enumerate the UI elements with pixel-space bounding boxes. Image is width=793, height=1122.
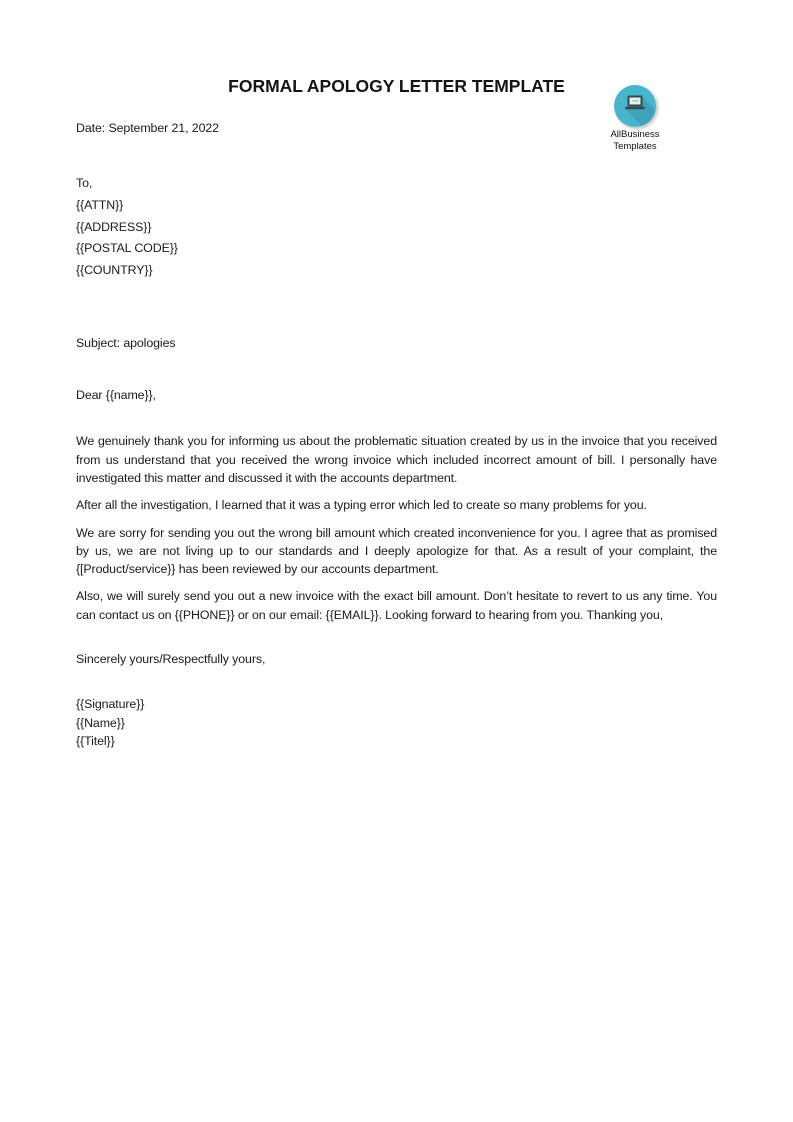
recipient-country-placeholder: {{COUNTRY}} [76, 263, 153, 278]
recipient-to-line: To, [76, 176, 93, 191]
letter-content [0, 76, 793, 750]
letter-title: FORMAL APOLOGY LETTER TEMPLATE [228, 76, 565, 96]
recipient-attn-placeholder: {{ATTN}} [76, 198, 124, 212]
brand-logo [595, 85, 675, 152]
recipient-address-placeholder: {{ADDRESS}} [76, 219, 152, 234]
signature-placeholder: {{Signature}} [76, 697, 145, 712]
letter-body [76, 432, 717, 624]
body-paragraph-1: We genuinely thank you for informing us about the problematic situation created by us in the invoice that you received from us understand that you received the wrong invoice which included incorrect amount of bill. I personally have investigated this matter and discussed it with the accounts department. [76, 434, 717, 485]
recipient-block [76, 173, 717, 282]
subject-line: Subject: apologies [76, 335, 176, 350]
date-line: Date: September 21, 2022 [76, 121, 219, 135]
recipient-postal-code-placeholder: {{POSTAL CODE}} [76, 241, 178, 256]
body-paragraph-3: We are sorry for sending you out the wrong bill amount which created inconvenience for you. I agree that as promised by us, we are not living up to our standards and I deeply apologize for that. As a result of your complaint, the {[Product/service}} has been reviewed by our accounts department. [76, 525, 717, 577]
brand-name-line1: AllBusiness [610, 129, 660, 140]
brand-name-line2: Templates [613, 140, 657, 152]
name-placeholder: {{Name}} [76, 715, 125, 730]
greeting: Dear {{name}}, [76, 388, 156, 403]
title-placeholder: {{Titel}} [76, 733, 115, 748]
body-paragraph-4: Also, we will surely send you out a new invoice with the exact bill amount. Don’t hesitate to revert to us any time. You can contact us on {{PHONE}} or on our email: {{EMAIL}}. Looking forward to hearing from you. Thanking you, [76, 589, 717, 622]
valediction: Sincerely yours/Respectfully yours, [76, 652, 266, 667]
body-paragraph-2: After all the investigation, I learned that it was a typing error which led to create so many problems for you. [76, 498, 647, 513]
laptop-icon [614, 85, 656, 127]
brand-name [595, 129, 675, 152]
signature-block [76, 695, 717, 750]
